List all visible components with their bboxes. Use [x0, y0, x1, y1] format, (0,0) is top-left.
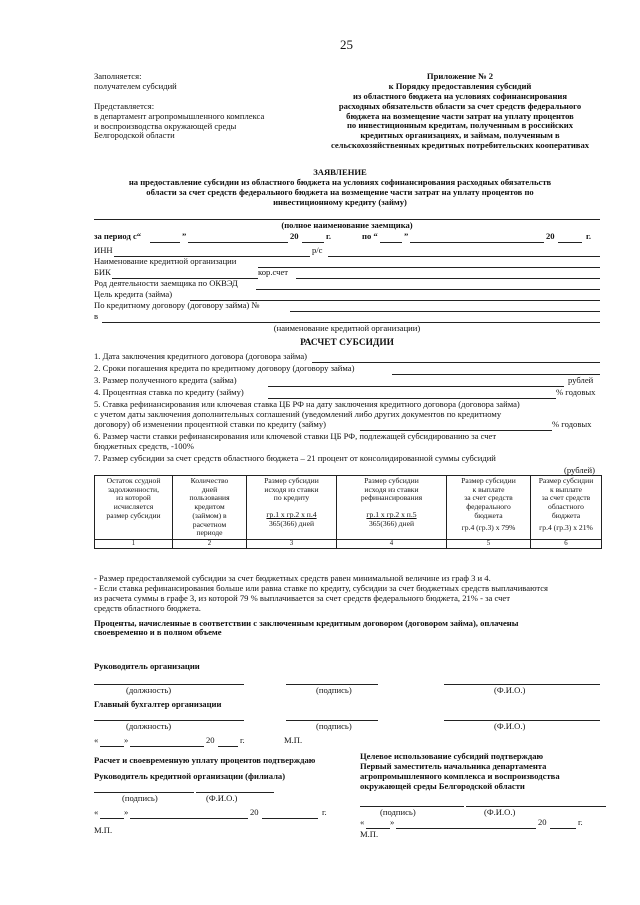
kor-schet-label: кор.счет	[258, 267, 289, 277]
column-number: 1	[95, 540, 173, 549]
bank-name-field[interactable]	[258, 267, 600, 268]
appendix-line: по инвестиционным кредитам, полученным в российских	[346, 120, 574, 131]
calc-item5-line3: договору) об изменении процентной ставки по кредиту (займу)	[94, 418, 326, 429]
statement-title: ЗАЯВЛЕНИЕ	[313, 167, 367, 177]
statement-line1: на предоставление субсидии из областного бюджета на условиях софинансирования расходных обязательств	[128, 176, 552, 187]
period-to-quote: ”	[404, 231, 409, 241]
header-text: Размер субсидии	[538, 476, 594, 485]
bank-date-day-field[interactable]	[100, 818, 124, 819]
rs-label: р/с	[312, 245, 323, 255]
formula-col5: гр.4 (гр.3) х 79%	[461, 522, 516, 532]
signature-caption: (подпись)	[316, 721, 352, 731]
period-to-year[interactable]	[558, 242, 582, 243]
calc-item5-unit: % годовых	[552, 419, 592, 429]
mp-label: М.П.	[94, 825, 113, 835]
period-to-year-prefix: 20	[546, 231, 555, 241]
header-text: к выплате	[550, 484, 582, 494]
borrower-caption: (полное наименование заемщика)	[281, 220, 413, 230]
submitted-line1: в департамент агропромышленного комплекса	[94, 110, 265, 121]
signature-caption: (подпись)	[122, 793, 158, 803]
target-use-line2: Первый заместитель начальника департамента	[360, 760, 547, 771]
header-left	[94, 72, 264, 141]
filled-label: Заполняется:	[94, 71, 142, 81]
column-number: 6	[531, 540, 602, 549]
appendix-header	[300, 72, 620, 151]
contract-no-field[interactable]	[290, 311, 600, 312]
column-number: 4	[337, 540, 447, 549]
date-open-quote: «	[94, 807, 99, 817]
header-text: за счет средств	[541, 493, 591, 503]
table-header-cell	[247, 476, 337, 540]
calc-item6-line1: 6. Размер части ставки рефинансирования или ключевой ставки ЦБ РФ, подлежащей субсидированию за счет	[94, 431, 497, 441]
column-number: 2	[173, 540, 247, 549]
bank-caption: (наименование кредитной организации)	[273, 323, 421, 333]
fio-caption: (Ф.И.О.)	[206, 793, 238, 803]
period-to-day[interactable]	[380, 242, 402, 243]
statement-line3: инвестиционному кредиту (займу)	[273, 196, 407, 207]
header-text: пользования	[189, 493, 230, 503]
okved-label: Род деятельности заемщика по ОКВЭД	[94, 278, 238, 288]
notes-block	[94, 574, 614, 638]
formula-col6: гр.4 (гр.3) х 21%	[539, 522, 593, 532]
appendix-line: к Порядку предоставления субсидий	[388, 80, 532, 91]
header-text: исчисляется	[113, 502, 154, 512]
dept-date-month-field[interactable]	[396, 828, 536, 829]
calc-item3: 3. Размер полученного кредита (займа)	[94, 375, 237, 385]
filled-by: получателем субсидий	[94, 80, 177, 91]
date-month-field[interactable]	[130, 746, 204, 747]
calc-item6-line2: бюджетных средств, -100%	[94, 440, 194, 451]
header-text: федерального	[466, 502, 511, 512]
unit-note: (рублей)	[564, 465, 595, 475]
note2-line1: - Если ставка рефинансирования больше или равна ставке по кредиту, субсидии за счет бюджетных средств выплачиваются	[94, 582, 549, 593]
header-text: рефинансирования	[360, 493, 423, 503]
header-text: задолженности,	[107, 484, 159, 494]
header-text: Остаток ссудной	[106, 476, 161, 485]
formula-col3-denominator: 365(366) дней	[268, 518, 315, 528]
date-close-quote: »	[124, 735, 129, 745]
fio-caption: (Ф.И.О.)	[494, 685, 526, 695]
period-to-month[interactable]	[410, 242, 544, 243]
period-to-year-suffix: г.	[586, 231, 592, 241]
chief-accountant-label: Главный бухгалтер организации	[94, 699, 222, 709]
header-text: бюджета	[474, 510, 503, 520]
period-from-year-suffix: г.	[326, 231, 332, 241]
fio-caption: (Ф.И.О.)	[494, 721, 526, 731]
kor-schet-field[interactable]	[296, 278, 600, 279]
submitted-line3: Белгородской области	[94, 130, 175, 141]
column-number: 5	[447, 540, 531, 549]
submitted-label: Представляется:	[94, 100, 155, 111]
calc-item1-field[interactable]	[312, 362, 600, 363]
mp-label: М.П.	[360, 829, 379, 839]
header-text: Размер субсидии	[364, 476, 419, 485]
date-year-suffix: г.	[322, 807, 327, 817]
in-label: в	[94, 311, 99, 321]
appendix-line: расходных обязательств области за счет средств федерального	[338, 100, 582, 111]
calc-item5-line1: 5. Ставка рефинансирования или ключевая ставка ЦБ РФ на дату заключения кредитного договора (договора займа)	[94, 399, 520, 409]
table-number-row	[95, 540, 602, 549]
head-org-label: Руководитель организации	[94, 661, 200, 671]
period-from-quote: ”	[182, 231, 187, 241]
calc-item2: 2. Сроки погашения кредита по кредитному договору (договору займа)	[94, 363, 355, 373]
header-text: по кредиту	[273, 493, 310, 503]
position-caption: (должность)	[126, 721, 172, 731]
header-text: исходя из ставки	[264, 484, 319, 494]
bik-label: БИК	[94, 267, 111, 277]
appendix-title: Приложение № 2	[426, 71, 494, 81]
header-text: бюджета	[551, 510, 581, 520]
statement-block	[70, 168, 610, 208]
date-close-quote: »	[124, 807, 129, 817]
header-text: периоде	[196, 528, 223, 538]
table-header-row	[95, 476, 602, 540]
interest-confirm: Расчет и своевременную уплату процентов подтверждаю	[94, 755, 316, 765]
table-header-cell	[95, 476, 173, 540]
mp-label: М.П.	[284, 735, 303, 745]
column-number: 3	[247, 540, 337, 549]
header-text: (займом) в	[192, 510, 227, 520]
credit-purpose-label: Цель кредита (займа)	[94, 289, 173, 299]
fio-caption: (Ф.И.О.)	[484, 807, 516, 817]
target-use-block	[360, 752, 610, 792]
date-year-prefix: 20	[206, 735, 215, 745]
paid-line2: своевременно и в полном объеме	[94, 627, 222, 638]
date-year-field[interactable]	[218, 746, 238, 747]
header-text: размер субсидии	[106, 510, 161, 520]
table-header-cell	[337, 476, 447, 540]
bank-date-year-field[interactable]	[262, 818, 318, 819]
header-text: Количество	[190, 476, 229, 485]
contract-no-label: По кредитному договору (договору займа) №	[94, 300, 260, 310]
paid-line1: Проценты, начисленные в соответствии с заключенным кредитным договором (договором займа), оплачены	[94, 617, 519, 628]
calc-item7: 7. Размер субсидии за счет средств областного бюджета – 21 процент от консолидированной суммы субсидий	[94, 453, 496, 463]
appendix-line: бюджета на возмещение части затрат на уплату процентов	[346, 110, 574, 121]
header-text: расчетном	[192, 519, 227, 529]
signature-caption: (подпись)	[316, 685, 352, 695]
calc-item1: 1. Дата заключения кредитного договора (договора займа)	[94, 351, 308, 361]
period-from-month[interactable]	[188, 242, 288, 243]
date-year-suffix: г.	[578, 817, 583, 827]
header-text: Размер субсидии	[264, 476, 319, 485]
calc-item4: 4. Процентная ставка по кредиту (займу)	[94, 387, 244, 397]
calc-item4-unit: % годовых	[556, 387, 596, 397]
bank-date-month-field[interactable]	[130, 818, 248, 819]
period-from-label: за период с“	[94, 231, 142, 241]
submitted-line2: и воспроизводства окружающей среды	[94, 120, 237, 131]
formula-col4-numerator: гр.1 х гр.2 х п.5	[366, 510, 417, 520]
period-from-year[interactable]	[302, 242, 324, 243]
signature-caption: (подпись)	[380, 807, 416, 817]
header-text: из которой	[116, 493, 151, 503]
table-header-cell	[447, 476, 531, 540]
dept-date-year-field[interactable]	[550, 828, 576, 829]
target-use-line1: Целевое использование субсидий подтверждаю	[360, 751, 544, 761]
date-year-prefix: 20	[538, 817, 547, 827]
header-text: областного	[548, 502, 584, 512]
period-to-label: по “	[362, 231, 378, 241]
calc-item5	[94, 400, 604, 430]
header-text: исходя из ставки	[364, 484, 419, 494]
header-text: дней	[201, 484, 218, 494]
okved-field[interactable]	[256, 289, 600, 290]
header-text: Размер субсидии	[461, 476, 516, 485]
date-day-field[interactable]	[100, 746, 124, 747]
bank-name-label: Наименование кредитной организации	[94, 256, 237, 266]
header-text: за счет средств	[464, 493, 513, 503]
subsidy-table	[94, 475, 602, 549]
date-open-quote: «	[94, 735, 99, 745]
note2-line3: средств областного бюджета.	[94, 602, 201, 613]
note1: - Размер предоставляемой субсидии за счет бюджетных средств равен минимальной величине из граф 3 и 4.	[94, 573, 491, 583]
header-text: кредитом	[194, 502, 225, 512]
rs-field[interactable]	[328, 256, 600, 257]
calc-item6	[94, 432, 604, 452]
bank-head-label: Руководитель кредитной организации (филиала)	[94, 771, 286, 781]
date-close-quote: »	[390, 817, 395, 827]
header-text: к выплате	[472, 484, 505, 494]
date-year-prefix: 20	[250, 807, 259, 817]
appendix-line: сельскохозяйственных кредитных потребительских кооперативах	[330, 140, 590, 151]
target-use-line3: агропромышленного комплекса и воспроизводства	[360, 770, 560, 781]
statement-line2: области за счет средств федерального бюджета на возмещение части затрат на уплату процентов по	[146, 186, 534, 197]
table-header-cell	[531, 476, 602, 540]
target-use-line4: окружающей среды Белгородской области	[360, 780, 525, 791]
date-open-quote: «	[360, 817, 365, 827]
note2-line2: из расчета суммы в графе 3, из которой 79 % выплачивается за счет средств федерального бюджета, 21% - за счет	[94, 592, 511, 603]
appendix-line: кредитных организациях, и займам, полученным в	[360, 130, 560, 141]
page-number: 25	[340, 37, 353, 52]
calc-item5-line2: с учетом даты заключения дополнительных соглашений (уведомлений либо других документов по кредитному	[94, 408, 502, 419]
formula-col3-numerator: гр.1 х гр.2 х п.4	[266, 510, 317, 520]
calc-item3-field[interactable]	[268, 386, 564, 387]
calc-item3-unit: рублей	[568, 375, 594, 385]
period-from-day[interactable]	[150, 242, 180, 243]
period-from-year-prefix: 20	[290, 231, 299, 241]
calc-title: РАСЧЕТ СУБСИДИИ	[300, 338, 394, 348]
table-header-cell	[173, 476, 247, 540]
date-year-suffix: г.	[240, 735, 245, 745]
inn-label: ИНН	[94, 245, 113, 255]
period-row	[94, 232, 604, 244]
appendix-line: из областного бюджета на условиях софинансирования	[352, 90, 568, 101]
position-caption: (должность)	[126, 685, 172, 695]
formula-col4-denominator: 365(366) дней	[368, 518, 415, 528]
